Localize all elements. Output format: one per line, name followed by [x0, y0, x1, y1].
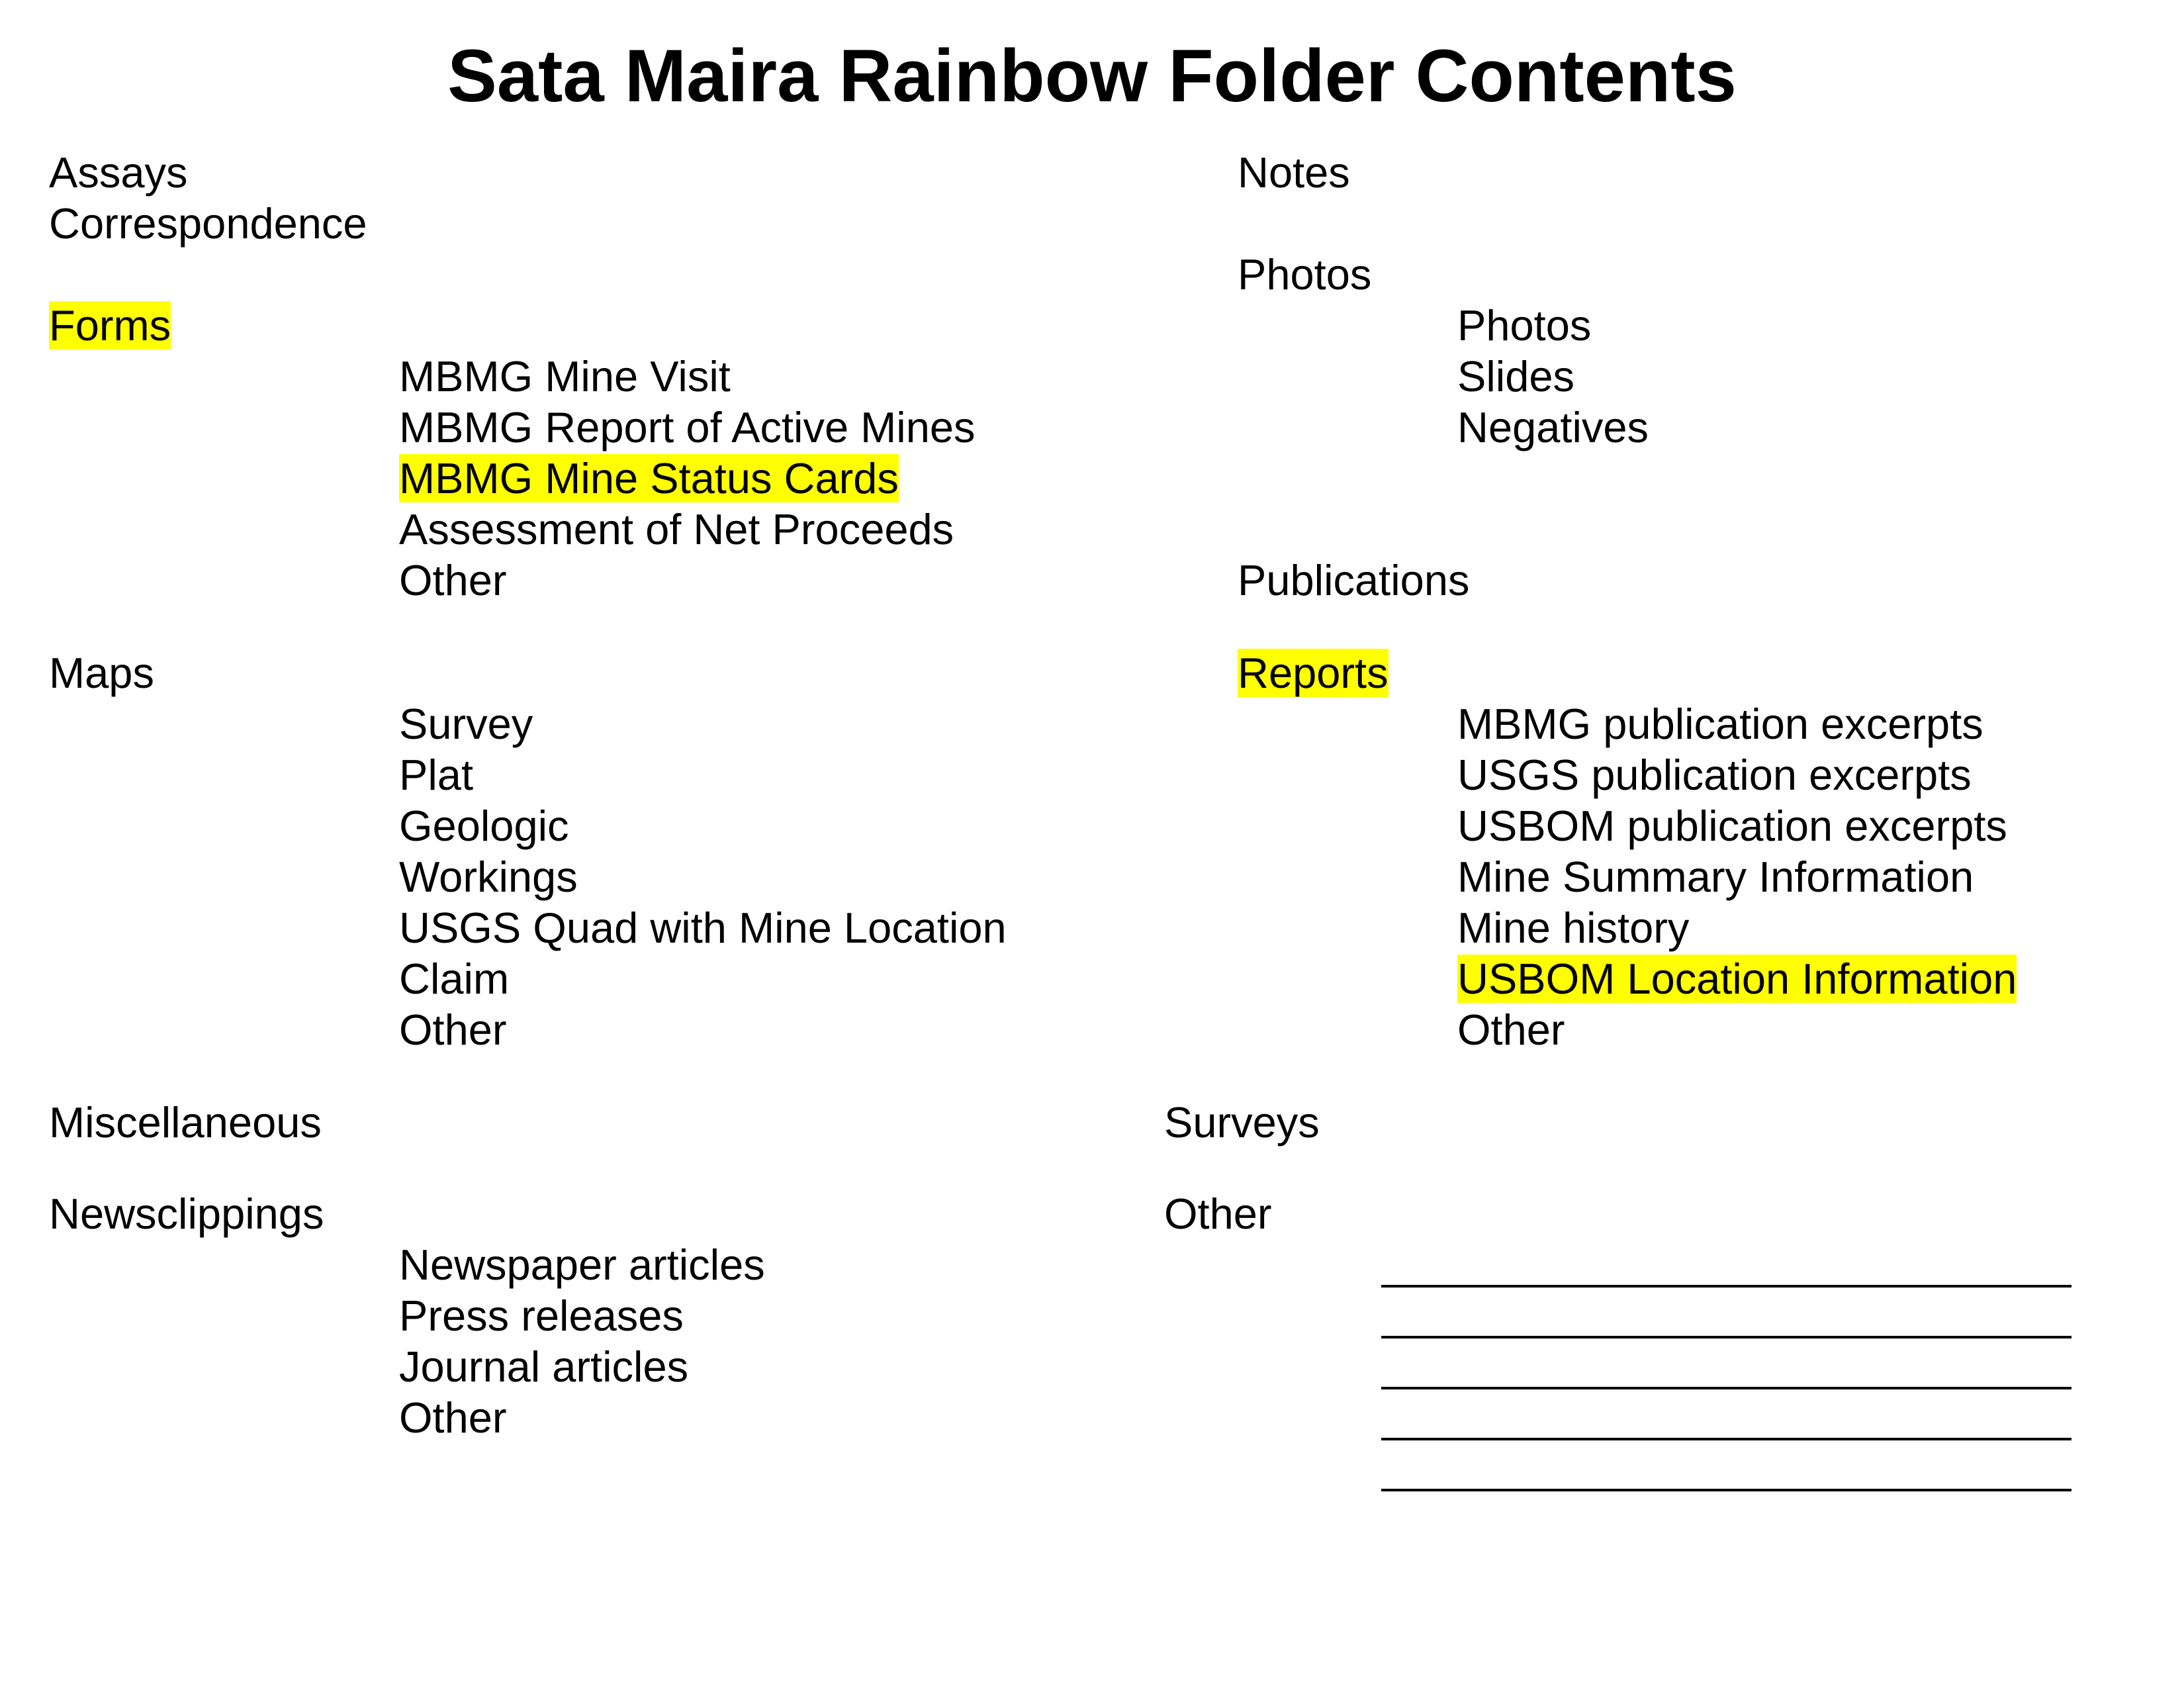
reports-item: MBMG publication excerpts — [1457, 700, 1983, 748]
maps-item: Other — [399, 1006, 507, 1054]
photos-item: Photos — [1457, 301, 1592, 350]
highlight-mine-status-cards: MBMG Mine Status Cards — [399, 454, 899, 502]
category-assays: Assays — [49, 148, 188, 197]
maps-item: Geologic — [399, 802, 569, 850]
forms-item: Other — [399, 556, 507, 604]
blank-write-in-line — [1381, 1336, 2071, 1338]
photos-item: Negatives — [1457, 403, 1649, 451]
blank-write-in-line — [1381, 1387, 2071, 1389]
category-newsclippings: Newsclippings — [49, 1190, 324, 1238]
category-maps: Maps — [49, 649, 154, 697]
blank-write-in-line — [1381, 1489, 2071, 1491]
category-photos: Photos — [1238, 250, 1372, 299]
forms-item — [399, 453, 899, 504]
reports-item: Mine Summary Information — [1457, 853, 1974, 901]
forms-item: MBMG Report of Active Mines — [399, 403, 976, 451]
category-reports — [1238, 647, 1388, 699]
blank-write-in-line — [1381, 1285, 2071, 1288]
maps-item: Claim — [399, 955, 510, 1003]
highlight-reports: Reports — [1238, 649, 1388, 697]
highlight-usbom-location: USBOM Location Information — [1457, 955, 2017, 1003]
category-other: Other — [1164, 1190, 1272, 1238]
maps-item: Survey — [399, 700, 533, 748]
category-publications: Publications — [1238, 556, 1470, 604]
maps-item: Plat — [399, 751, 474, 799]
page-title: Sata Maira Rainbow Folder Contents — [447, 34, 1737, 117]
reports-item: USBOM publication excerpts — [1457, 802, 2007, 850]
newsclippings-item: Other — [399, 1393, 507, 1442]
category-notes: Notes — [1238, 148, 1350, 197]
reports-item — [1457, 953, 2017, 1005]
reports-item: USGS publication excerpts — [1457, 751, 1972, 799]
reports-item: Other — [1457, 1006, 1565, 1054]
forms-item: MBMG Mine Visit — [399, 352, 731, 400]
category-forms — [49, 300, 171, 352]
reports-item: Mine history — [1457, 904, 1690, 952]
category-miscellaneous: Miscellaneous — [49, 1098, 322, 1147]
maps-item: USGS Quad with Mine Location — [399, 904, 1007, 952]
blank-write-in-line — [1381, 1438, 2071, 1440]
highlight-forms: Forms — [49, 301, 171, 350]
photos-item: Slides — [1457, 352, 1575, 400]
category-correspondence: Correspondence — [49, 199, 367, 248]
newsclippings-item: Newspaper articles — [399, 1241, 765, 1289]
newsclippings-item: Journal articles — [399, 1342, 689, 1391]
forms-item: Assessment of Net Proceeds — [399, 505, 954, 553]
maps-item: Workings — [399, 853, 578, 901]
category-surveys: Surveys — [1164, 1098, 1320, 1147]
newsclippings-item: Press releases — [399, 1291, 684, 1340]
